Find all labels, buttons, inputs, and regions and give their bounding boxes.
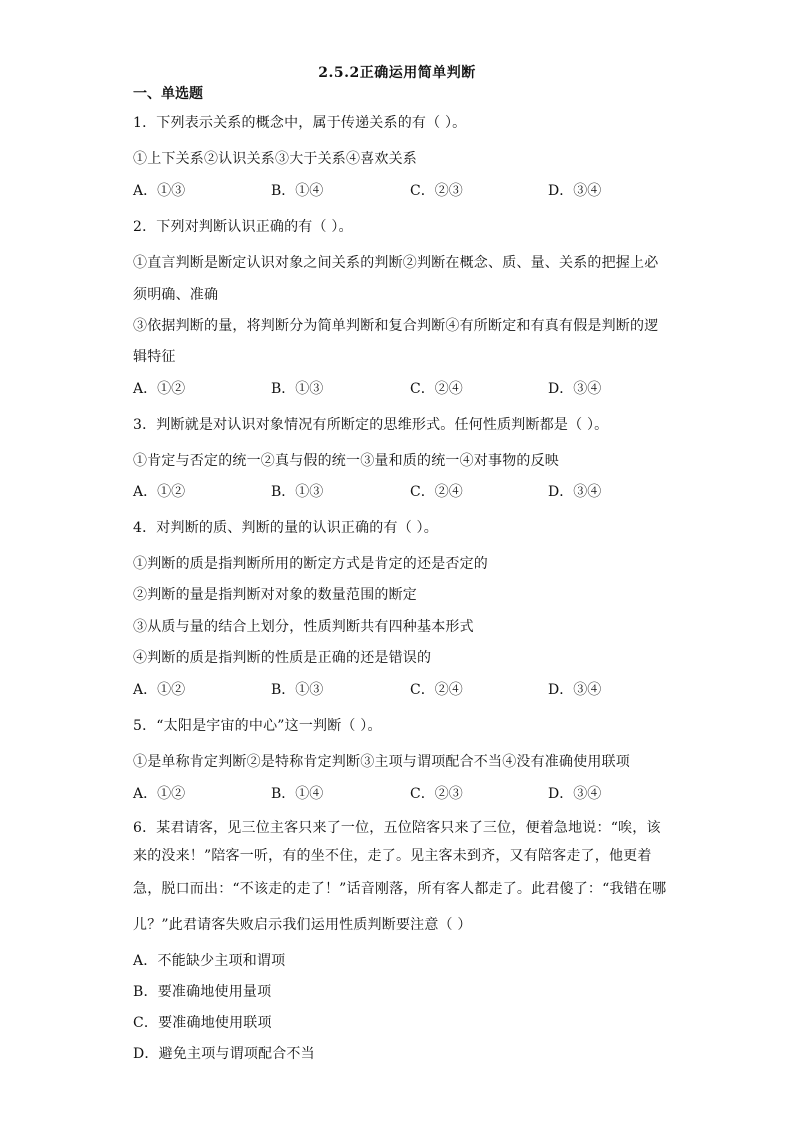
- q2-items-line-4: 辑特征: [133, 349, 176, 365]
- q1-option-b: B．①④: [271, 183, 324, 199]
- q3-option-b: B．①③: [271, 484, 324, 500]
- q2-option-b: B．①③: [271, 381, 324, 397]
- q2-items-line-2: 须明确、准确: [133, 287, 219, 303]
- q5-option-a: A．①②: [133, 786, 186, 802]
- q6-option-c: C．要准确地使用联项: [133, 1015, 272, 1031]
- q1-option-c: C．②③: [410, 183, 463, 199]
- q5-option-b: B．①④: [271, 786, 324, 802]
- q1-stem: 1．下列表示关系的概念中，属于传递关系的有（ ）。: [133, 115, 467, 131]
- q4-option-d: D．③④: [548, 682, 602, 698]
- q2-option-c: C．②④: [410, 381, 463, 397]
- q2-items-line-1: ①直言判断是断定认识对象之间关系的判断②判断在概念、质、量、关系的把握上必: [133, 255, 659, 271]
- q4-option-b: B．①③: [271, 682, 324, 698]
- q6-option-b: B．要准确地使用量项: [133, 984, 272, 1000]
- q1-option-a: A．①③: [133, 183, 186, 199]
- q3-option-d: D．③④: [548, 484, 602, 500]
- q6-option-a: A．不能缺少主项和谓项: [133, 953, 286, 969]
- section-heading: 一、单选题: [133, 86, 203, 102]
- q4-item-4: ④判断的质是指判断的性质是正确的还是错误的: [133, 650, 432, 666]
- q5-option-d: D．③④: [548, 786, 602, 802]
- q1-items: ①上下关系②认识关系③大于关系④喜欢关系: [133, 151, 417, 167]
- q1-option-d: D．③④: [548, 183, 602, 199]
- q3-option-a: A．①②: [133, 484, 186, 500]
- q4-option-a: A．①②: [133, 682, 186, 698]
- q6-stem-line-2: 来的没来！”陪客一听，有的坐不住，走了。见主客未到齐，又有陪客走了，他更着: [133, 848, 652, 864]
- page-title: 2.5.2正确运用简单判断: [318, 65, 476, 81]
- q6-stem-line-4: 儿？”此君请客失败启示我们运用性质判断要注意（ ）: [133, 917, 472, 933]
- q4-stem: 4．对判断的质、判断的量的认识正确的有（ ）。: [133, 520, 438, 536]
- q6-stem-line-3: 急，脱口而出：“不该走的走了！”话音刚落，所有客人都走了。此君傻了：“我错在哪: [133, 881, 667, 897]
- q2-option-d: D．③④: [548, 381, 602, 397]
- q5-option-c: C．②③: [410, 786, 463, 802]
- q2-items-line-3: ③依据判断的量，将判断分为简单判断和复合判断④有所断定和有真有假是判断的逻: [133, 318, 659, 334]
- q6-option-d: D．避免主项与谓项配合不当: [133, 1046, 315, 1062]
- q2-stem: 2．下列对判断认识正确的有（ ）。: [133, 219, 353, 235]
- q3-stem: 3．判断就是对认识对象情况有所断定的思维形式。任何性质判断都是（ ）。: [133, 417, 609, 433]
- q4-option-c: C．②④: [410, 682, 463, 698]
- q4-item-3: ③从质与量的结合上划分，性质判断共有四种基本形式: [133, 619, 474, 635]
- q3-option-c: C．②④: [410, 484, 463, 500]
- q5-stem: 5．“太阳是宇宙的中心”这一判断（ ）。: [133, 718, 382, 734]
- q5-items: ①是单称肯定判断②是特称肯定判断③主项与谓项配合不当④没有准确使用联项: [133, 754, 630, 770]
- q4-item-1: ①判断的质是指判断所用的断定方式是肯定的还是否定的: [133, 556, 488, 572]
- q6-stem-line-1: 6．某君请客，见三位主客只来了一位，五位陪客只来了三位，便着急地说：“唉，该: [133, 820, 661, 836]
- q2-option-a: A．①②: [133, 381, 186, 397]
- q4-item-2: ②判断的量是指判断对对象的数量范围的断定: [133, 587, 417, 603]
- q3-items: ①肯定与否定的统一②真与假的统一③量和质的统一④对事物的反映: [133, 453, 559, 469]
